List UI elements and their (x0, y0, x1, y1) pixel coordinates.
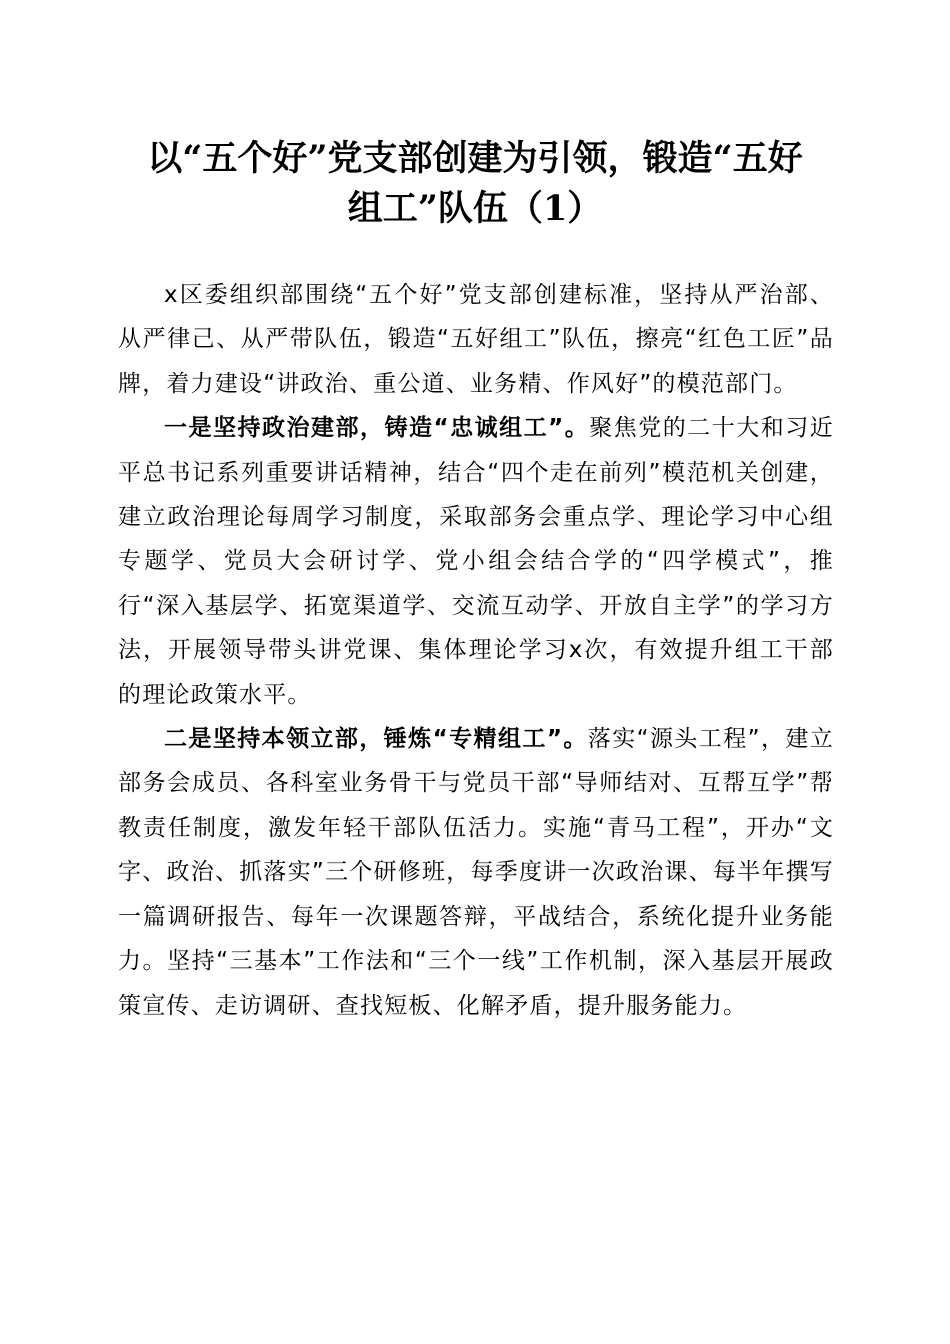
paragraph-political (118, 406, 834, 717)
document-body (118, 273, 834, 1028)
paragraph-text: 聚焦党的二十大和习近平总书记系列重要讲话精神，结合“四个走在前列”模范机关创建，建立政治理论每周学习制度，采取部务会重点学、理论学习中心组专题学、党员大会研讨学、党小组会结合学的“四学模式”，推行“深入基层学、拓宽渠道学、交流互动学、开放自主学”的学习方法，开展领导带头讲党课、集体理论学习x次，有效提升组工干部的理论政策水平。 (118, 415, 835, 708)
paragraph-lead: 二是坚持本领立部，锤炼“专精组工”。 (164, 726, 588, 753)
paragraph-text: 落实“源头工程”，建立部务会成员、各科室业务骨干与党员干部“导师结对、互帮互学”帮教责任制度，激发年轻干部队伍活力。实施“青马工程”，开办“文字、政治、抓落实”三个研修班，每季度讲一次政治课、每半年撰写一篇调研报告、每年一次课题答辩，平战结合，系统化提升业务能力。坚持“三基本”工作法和“三个一线”工作机制，深入基层开展政策宣传、走访调研、查找短板、化解矛盾，提升服务能力。 (118, 726, 834, 1019)
title-line-2: 组工”队伍（1） (347, 188, 603, 229)
paragraph-intro (118, 273, 834, 406)
paragraph-lead: 一是坚持政治建部，铸造“忠诚组工”。 (164, 415, 590, 442)
title-line-1: 以“五个好”党支部创建为引领，锻造“五好 (147, 138, 803, 179)
document-title (100, 134, 850, 234)
paragraph-text: x区委组织部围绕“五个好”党支部创建标准，坚持从严治部、从严律己、从严带队伍，锻造“五好组工”队伍，擦亮“红色工匠”品牌，着力建设“讲政治、重公道、业务精、作风好”的模范部门。 (118, 282, 834, 397)
paragraph-skills (118, 717, 834, 1028)
